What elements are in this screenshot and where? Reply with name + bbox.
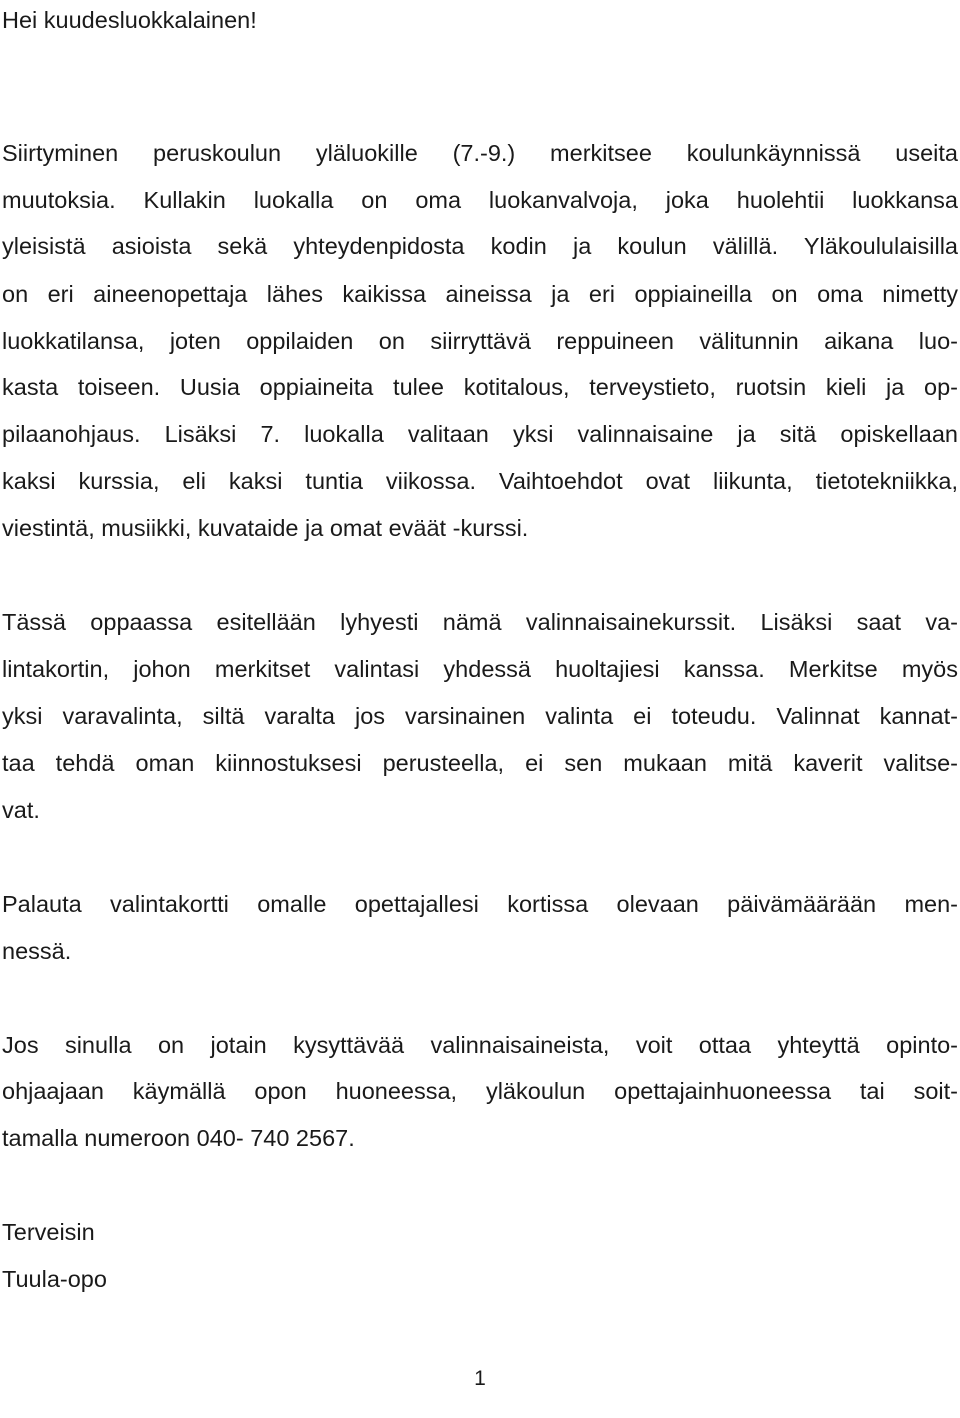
paragraph-line: Jos sinulla on jotain kysyttävää valinnaisaineista, voit ottaa yhteyttä opinto- — [2, 1032, 958, 1058]
paragraph-line: Palauta valintakortti omalle opettajallesi kortissa olevaan päivämäärään men- — [2, 891, 958, 917]
paragraph-line: nessä. — [2, 938, 72, 964]
paragraph-line: vat. — [2, 797, 40, 823]
greeting: Hei kuudesluokkalainen! — [2, 7, 257, 33]
paragraph-line: yksi varavalinta, siltä varalta jos varsinainen valinta ei toteudu. Valinnat kannat- — [2, 703, 958, 729]
paragraph-line: Tässä oppaassa esitellään lyhyesti nämä valinnaisainekurssit. Lisäksi saat va- — [2, 609, 958, 635]
paragraph-line: luokkatilansa, joten oppilaiden on siirryttävä reppuineen välitunnin aikana luo- — [2, 328, 958, 354]
paragraph-line: tamalla numeroon 040- 740 2567. — [2, 1125, 355, 1151]
page-number: 1 — [474, 1367, 486, 1390]
paragraph-line: lintakortin, johon merkitset valintasi yhdessä huoltajiesi kanssa. Merkitse myös — [2, 656, 958, 682]
paragraph-line: yleisistä asioista sekä yhteydenpidosta kodin ja koulun välillä. Yläkoululaisilla — [2, 233, 958, 259]
paragraph-line: muutoksia. Kullakin luokalla on oma luokanvalvoja, joka huolehtii luokkansa — [2, 187, 958, 213]
paragraph-line: taa tehdä oman kiinnostuksesi perusteella, ei sen mukaan mitä kaverit valitse- — [2, 750, 958, 776]
paragraph-line: viestintä, musiikki, kuvataide ja omat eväät -kurssi. — [2, 515, 529, 541]
paragraph-line: ohjaajaan käymällä opon huoneessa, yläkoulun opettajainhuoneessa tai soit- — [2, 1078, 958, 1104]
paragraph-line: pilaanohjaus. Lisäksi 7. luokalla valitaan yksi valinnaisaine ja sitä opiskellaan — [2, 421, 958, 447]
signature: Tuula-opo — [2, 1266, 107, 1292]
closing: Terveisin — [2, 1219, 95, 1245]
paragraph-line: Siirtyminen peruskoulun yläluokille (7.-9.) merkitsee koulunkäynnissä useita — [2, 140, 958, 166]
paragraph-line: kasta toiseen. Uusia oppiaineita tulee kotitalous, terveystieto, ruotsin kieli ja op- — [2, 374, 958, 400]
paragraph-line: kaksi kurssia, eli kaksi tuntia viikossa. Vaihtoehdot ovat liikunta, tietotekniikka, — [2, 468, 958, 494]
paragraph-line: on eri aineenopettaja lähes kaikissa aineissa ja eri oppiaineilla on oma nimetty — [2, 281, 958, 307]
